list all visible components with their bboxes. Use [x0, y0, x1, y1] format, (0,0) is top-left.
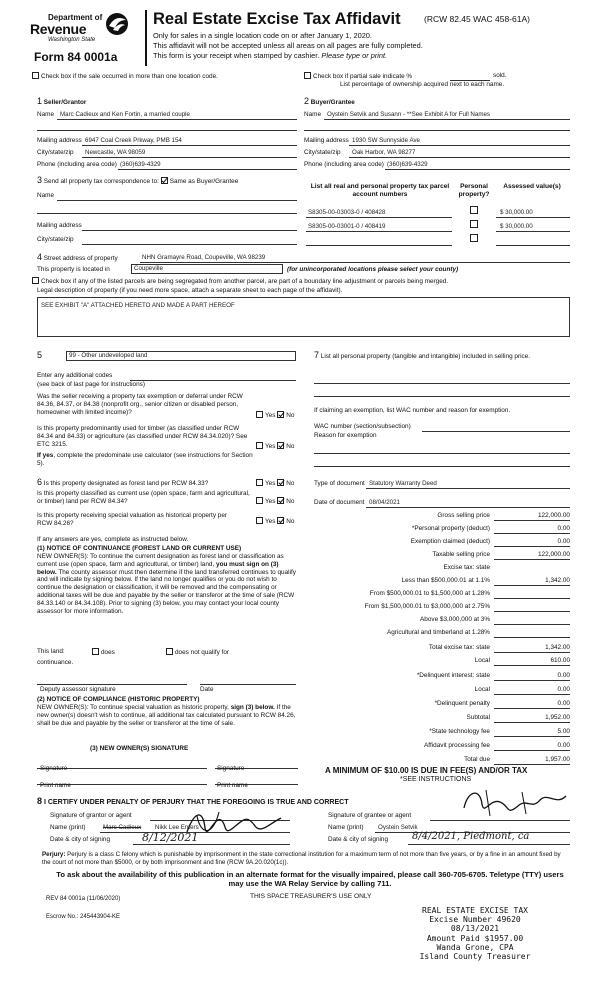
any-yes-note: If any answers are yes, complete as instructed below. [37, 536, 189, 543]
tax-label: Affidavit processing fee [424, 742, 490, 749]
grantee-signature-scribble-icon [460, 786, 570, 822]
grantee-sig-label: Signature of grantee or agent [328, 812, 412, 819]
assessed-value[interactable]: $ 30,000.00 [500, 209, 533, 216]
same-as-buyer-checkbox[interactable] [161, 177, 168, 184]
deputy-date-field[interactable] [200, 684, 296, 685]
does-option[interactable]: does [92, 648, 115, 657]
personal-property-header: Personal property? [458, 183, 490, 199]
doc-type-line [366, 488, 570, 489]
tax-line [494, 559, 570, 560]
continuance-title: (1) NOTICE OF CONTINUANCE (FOREST LAND OR CURRENT USE) [37, 545, 242, 552]
signature-label: Signature [217, 765, 245, 772]
additional-codes-sub: (see back of last page for instructions) [37, 381, 145, 388]
legal-desc-label: Legal description of property (if you need more space, attach a separate sheet to each page of the affidavit). [37, 287, 343, 294]
forest-answer[interactable]: Yes No [256, 479, 294, 488]
grantor-name-label: Name (print) [50, 824, 86, 831]
seller-mail[interactable]: 6947 Coal Creek Prkway, PMB 154 [85, 137, 182, 144]
assessed-value-header: Assessed value(s) [503, 183, 561, 190]
corr-city-field[interactable] [82, 244, 297, 245]
grantee-name[interactable]: Oystein Setvik [378, 824, 418, 831]
buyer-city-label: City/state/zip [304, 149, 341, 156]
additional-codes-label: Enter any additional codes [37, 372, 113, 379]
street-line [140, 262, 570, 263]
dor-logo-icon [104, 12, 130, 36]
seller-extra-line [37, 130, 297, 131]
parcel-line [306, 217, 452, 218]
exemption-question: Was the seller receiving a property tax exemption or deferral under RCW 84.36, 84.37, or 84.38 (nonprofit org., senior citizen or disabled person, homeowner with limited income)? [37, 393, 243, 416]
corr-name-label: Name [37, 192, 55, 199]
seller-name-label: Name [37, 111, 55, 118]
tax-label: From $1,500,000.01 to $3,000,000 at 2.75% [364, 603, 490, 610]
tax-value[interactable]: 5.00 [557, 728, 570, 735]
exemption-answer[interactable]: Yes No [256, 411, 294, 420]
doc-date-label: Date of document [314, 499, 365, 506]
tax-value[interactable]: 610.00 [550, 657, 570, 664]
seller-mail-line [82, 145, 297, 146]
tax-line [494, 546, 570, 547]
print-name-label: Print name [40, 782, 71, 789]
yes-checkbox[interactable] [256, 411, 263, 418]
tax-label: Gross selling price [437, 512, 490, 519]
doc-date-line [366, 507, 570, 508]
yes-checkbox[interactable] [256, 479, 263, 486]
grantor-date[interactable]: 8/12/2021 [142, 831, 199, 844]
header-note-3: This form is your receipt when stamped by cashier. Please type or print. [153, 51, 388, 60]
tax-line [494, 533, 570, 534]
tax-value[interactable]: 0.00 [557, 672, 570, 679]
located-label: This property is located in [37, 266, 110, 273]
timber-question: Is this property predominantly used for timber (as classified under RCW 84.34 and 84.33) or agriculture (as classified under RCW 84.34.020)? See ETC 3215. [37, 425, 248, 448]
no-checkbox[interactable] [277, 497, 284, 504]
tax-line [494, 585, 570, 586]
doc-date[interactable]: 08/04/2021 [369, 499, 400, 506]
tax-line [494, 722, 570, 723]
unincorporated-note: (for unincorporated locations please select your county) [287, 266, 459, 273]
tax-line [494, 598, 570, 599]
treasurer-stamp [405, 906, 545, 961]
tax-label: Taxable selling price [432, 551, 490, 558]
wac-number-label: WAC number (section/subsection) [314, 423, 411, 430]
compliance-title: (2) NOTICE OF COMPLIANCE (HISTORIC PROPERTY) [37, 696, 200, 703]
buyer-city-line [349, 157, 570, 158]
stamp-line: Island County Treasurer [419, 951, 531, 961]
does-checkbox[interactable] [92, 648, 99, 655]
dept-of: Department of [48, 13, 103, 22]
deputy-signature-field[interactable] [37, 684, 187, 685]
grantor-sig-label: Signature of grantor or agent [50, 812, 132, 819]
multi-location-check[interactable]: Check box if the sale occurred in more than one location code. [32, 72, 218, 81]
does-not-checkbox[interactable] [166, 648, 173, 655]
exemption-reason-label: Reason for exemption [314, 432, 377, 439]
header-note-2: This affidavit will not be accepted unless all areas on all pages are fully completed. [153, 41, 423, 50]
seller-phone-line [118, 169, 297, 170]
no-checkbox[interactable] [277, 442, 284, 449]
revision-label: REV 84 0001a (11/06/2020) [46, 896, 121, 902]
buyer-heading: 2 Buyer/Grantee [304, 96, 355, 106]
tax-calculation-table [300, 512, 570, 762]
tax-label: *Personal property (deduct) [411, 525, 490, 532]
assessed-line [496, 217, 570, 218]
does-not-option[interactable]: does not qualify for [166, 648, 229, 657]
compliance-text: NEW OWNER(S): To continue special valuation as historic property, sign (3) below. If the new owner(s) doesn't wish to continue, all additional tax calculated pursuant to RCW 84.26, shall be due and payable by the seller or transferor at the time of sale. [37, 704, 296, 727]
no-checkbox[interactable] [277, 479, 284, 486]
historic-answer[interactable]: Yes No [256, 517, 294, 526]
corr-name-field[interactable] [57, 200, 297, 201]
partial-sold-label: sold. [493, 72, 507, 79]
additional-codes-field[interactable] [130, 380, 296, 381]
assessed-value[interactable]: $ 30,000.00 [500, 223, 533, 230]
certify-statement: 8 I CERTIFY UNDER PENALTY OF PERJURY THAT THE FOREGOING IS TRUE AND CORRECT [37, 796, 349, 806]
seller-phone[interactable]: (360)639-4329 [120, 161, 161, 168]
yes-checkbox[interactable] [256, 442, 263, 449]
parcel-line [306, 231, 452, 232]
tax-value[interactable]: 1,342.00 [545, 644, 570, 651]
seller-city-label: City/state/zip [37, 149, 74, 156]
tax-line [494, 520, 570, 521]
personal-property-checkbox[interactable] [470, 220, 478, 228]
tax-label: *Delinquent interest: state [416, 672, 490, 679]
buyer-name-line [324, 119, 570, 120]
signature-label: Signature [40, 765, 68, 772]
buyer-name-label: Name [304, 111, 322, 118]
seller-city-line [82, 157, 297, 158]
buyer-mail-label: Mailing address [304, 137, 349, 144]
form-number: Form 84 0001a [34, 50, 118, 64]
tax-line [494, 764, 570, 765]
seller-city[interactable]: Newcastle, WA 98059 [85, 149, 146, 156]
tax-label: Less than $500,000.01 at 1.1% [401, 577, 490, 584]
segregated-checkbox[interactable] [32, 277, 39, 284]
personal-property-line [314, 396, 570, 397]
buyer-phone-line [385, 169, 570, 170]
no-checkbox[interactable] [277, 411, 284, 418]
assessed-line [496, 245, 570, 246]
continuance-label: continuance. [37, 659, 74, 666]
seller-name[interactable]: Marc Cadieux and Ken Fortin, a married couple [60, 111, 191, 118]
section5-number: 5 [37, 350, 43, 360]
tax-line [494, 637, 570, 638]
exemption-reason-field[interactable] [314, 453, 570, 454]
partial-sale-checkbox[interactable] [304, 72, 311, 79]
seller-name-line [57, 119, 297, 120]
grantor-date-label: Date & city of signing [50, 836, 111, 843]
location-select[interactable]: Coupeville [131, 264, 283, 274]
escrow-number: Escrow No.: 245443904-KE [46, 914, 121, 920]
grantor-name[interactable]: Nikk Lee Enters [155, 824, 199, 831]
personal-property-checkbox[interactable] [470, 206, 478, 214]
buyer-phone[interactable]: (360)639-4329 [387, 161, 428, 168]
tax-label: Above $3,000,000 at 3% [420, 616, 490, 623]
seller-mail-label: Mailing address [37, 137, 82, 144]
grantee-date-label: Date & city of signing [328, 836, 389, 843]
grantor-name-struck: Marc Cadieux [103, 824, 142, 831]
exemption-claim-label: If claiming an exemption, list WAC number and reason for exemption. [314, 407, 511, 414]
personal-property-list-label: 7 List all personal property (tangible and intangible) included in selling price. [314, 350, 531, 360]
header-note-1: Only for sales in a single location code on or after January 1, 2020. [153, 31, 372, 40]
tax-value[interactable]: 1,957.00 [545, 756, 570, 763]
tax-value[interactable]: 0.00 [557, 700, 570, 707]
personal-property-checkbox[interactable] [470, 234, 478, 242]
stamp-line: Excise Number 49620 [429, 915, 521, 925]
stamp-line: Amount Paid $1957.00 [426, 933, 524, 943]
accessibility-note: To ask about the availability of this publication in an alternate format for the visually impaired, please call 360-705-6705. Teletype (TTY) users may use the WA Relay Service by calling 711. [56, 870, 564, 889]
tax-line [494, 736, 570, 737]
wac-number-field[interactable] [422, 431, 570, 432]
tax-line [494, 624, 570, 625]
buyer-extra-line [304, 130, 570, 131]
assessed-line [496, 231, 570, 232]
no-checkbox[interactable] [277, 517, 284, 524]
tax-value[interactable]: 122,000.00 [538, 551, 570, 558]
current-use-answer[interactable]: Yes No [256, 497, 294, 506]
stamp-line: 08/13/2021 [450, 924, 500, 934]
perjury-statement: Perjury: Perjury is a class C felony which is punishable by imprisonment in the state correctional institution for a maximum term of not more than five years, or by a fine in an amount fixed by the court of not more than $5000, or by both imprisonment and fine (RCW 9A.20.020(1c)). [42, 851, 561, 866]
personal-property-field[interactable] [314, 383, 570, 384]
tax-value[interactable]: 0.00 [557, 686, 570, 693]
tax-line [494, 680, 570, 681]
tax-label: Excise tax: state [443, 564, 490, 571]
tax-value[interactable]: 122,000.00 [538, 512, 570, 519]
see-instructions: *SEE INSTRUCTIONS [400, 776, 472, 783]
partial-sale-check[interactable]: Check box if partial sale indicate % [304, 72, 412, 81]
buyer-city[interactable]: Oak Harbor, WA 98277 [352, 149, 416, 156]
corr-extra-line [37, 213, 297, 214]
parcel-list-header: List all real and personal property tax parcel account numbers [310, 183, 450, 199]
buyer-mail[interactable]: 1930 SW Sunnyside Ave [352, 137, 420, 144]
stamp-line: REAL ESTATE EXCISE TAX [422, 906, 528, 915]
tax-value[interactable]: 0.00 [557, 525, 570, 532]
tax-label: From $500,000.01 to $1,500,000 at 1.28% [369, 590, 490, 597]
legal-description-field[interactable]: SEE EXHIBIT "A" ATTACHED HERETO AND MADE A PART HEREOF [37, 297, 570, 337]
seller-phone-label: Phone (including area code) [37, 161, 117, 168]
tax-line [494, 665, 570, 666]
yes-checkbox[interactable] [256, 497, 263, 504]
new-owner-sig-title: (3) NEW OWNER(S) SIGNATURE [90, 745, 189, 752]
parcel-number[interactable]: S8305-00-03003-0 / 408428 [308, 209, 386, 216]
minimum-notice: A MINIMUM OF $10.00 IS DUE IN FEE(S) AND/OR TAX [325, 766, 528, 775]
parcel-number[interactable]: S8305-00-03001-0 / 408419 [308, 223, 386, 230]
tax-line [494, 750, 570, 751]
header-divider [145, 10, 147, 66]
grantee-name-label: Name (print) [328, 824, 364, 831]
dept-state: Washington State [48, 37, 96, 43]
dept-revenue: Revenue [30, 21, 87, 37]
historic-question: Is this property receiving special valuation as historical property per RCW 84.26? [37, 512, 228, 527]
tax-value[interactable]: 1,952.00 [545, 714, 570, 721]
rcw-reference: (RCW 82.45 WAC 458-61A) [424, 14, 530, 24]
exemption-reason-line [314, 466, 570, 467]
grantor-signature-scribble-icon [185, 806, 285, 846]
tax-label: Total due [464, 756, 490, 763]
tax-line [494, 652, 570, 653]
grantee-date[interactable]: 8/4/2021, Piedmont, ca [412, 831, 530, 842]
yes-checkbox[interactable] [256, 517, 263, 524]
treasurer-use-label: THIS SPACE TREASURER'S USE ONLY [250, 893, 372, 900]
print-name-label: Print name [217, 782, 248, 789]
timber-instructions: If yes, complete the predominate use calculator (see instructions for Section 5). [37, 452, 253, 467]
page-title: Real Estate Excise Tax Affidavit [153, 10, 401, 28]
parcel-line [306, 245, 452, 246]
street-label: 4 Street address of property [37, 252, 118, 262]
deputy-date-label: Date [200, 686, 214, 693]
segregated-check[interactable]: Check box if any of the listed parcels are being segregated from another parcel, are part of a boundary line adjustment or parcels being merged. [32, 277, 448, 286]
grantee-date-line [408, 844, 570, 845]
buyer-name[interactable]: Oystein Setvik and Susann - **See Exhibit A for Full Names [327, 111, 491, 118]
tax-value[interactable]: 1,342.00 [545, 577, 570, 584]
tax-line [494, 611, 570, 612]
tax-value[interactable]: 0.00 [557, 742, 570, 749]
deputy-signature-label: Deputy assessor signature [40, 686, 116, 693]
stamp-line: Wanda Grone, CPA [436, 942, 514, 952]
street-address[interactable]: NHN Gramayre Road, Coupeville, WA 98239 [142, 254, 266, 261]
tax-label: Total excise tax: state [428, 644, 490, 651]
timber-answer[interactable]: Yes No [256, 442, 294, 451]
doc-type[interactable]: Statutory Warranty Deed [369, 480, 437, 487]
tax-label: Subtotal [466, 714, 490, 721]
corr-mail-field[interactable] [82, 230, 297, 231]
corr-city-label: City/state/zip [37, 236, 74, 243]
multi-location-checkbox[interactable] [32, 72, 39, 79]
tax-value[interactable]: 0.00 [557, 538, 570, 545]
correspondence-label: 3 Send all property tax correspondence to: Same as Buyer/Grantee [37, 175, 239, 185]
forest-question: 6 Is this property designated as forest land per RCW 84.33? [37, 477, 209, 487]
corr-mail-label: Mailing address [37, 222, 82, 229]
this-land-label: This land: [37, 648, 65, 655]
continuance-text: NEW OWNER(S): To continue the current designation as forest land or classification as current use (open space, farm and agricultural, or timber) land, you must sign on (3) below. The county assessor must then determine if the land transferred continues to qualify and will indicate by signing below. If the land no longer qualifies or you do not wish to continue the designation or classification, it will be removed and the compensating or additional taxes will be due and payable by the seller or transferor at the time of sale (RCW 84.33.140 or 84.34.108). Prior to signing (3) below, you may contact your local county assessor for more information. [37, 553, 296, 615]
tax-label: Exemption claimed (deduct) [410, 538, 490, 545]
buyer-mail-line [349, 145, 570, 146]
seller-heading: 1 Seller/Grantor [37, 96, 87, 106]
tax-label: *State technology fee [429, 728, 490, 735]
partial-list-note: List percentage of ownership acquired next to each name. [340, 81, 505, 88]
tax-label: Local [474, 657, 490, 664]
tax-label: *Delinquent penalty [434, 700, 490, 707]
tax-line [494, 708, 570, 709]
tax-label: Agricultural and timberland at 1.28% [386, 629, 490, 636]
doc-type-label: Type of document [314, 480, 365, 487]
buyer-phone-label: Phone (including area code) [304, 161, 384, 168]
tax-label: Local [474, 686, 490, 693]
tax-line [494, 694, 570, 695]
current-use-question: Is this property classified as current use (open space, farm and agricultural, or timber) land per RCW 84.34? [37, 490, 250, 505]
land-use-select[interactable]: 99 - Other undeveloped land [66, 351, 296, 361]
